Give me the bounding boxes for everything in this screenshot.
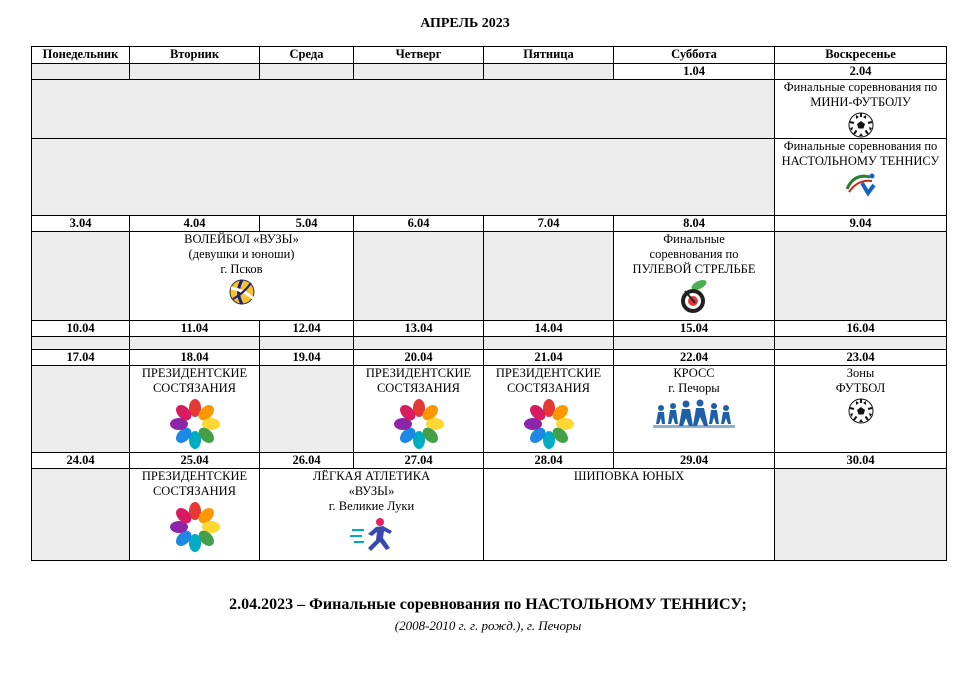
date-cell: 28.04 [484, 453, 614, 469]
empty-event-cell [32, 139, 775, 216]
weekday-mon: Понедельник [32, 47, 130, 64]
date-cell: 9.04 [775, 216, 947, 232]
event-text: ПРЕЗИДЕНТСКИЕ [141, 469, 248, 483]
week3-event-row [32, 337, 947, 350]
footer-subnote: (2008-2010 г. г. рожд.), г. Печоры [394, 618, 582, 633]
empty-date-cell [354, 64, 484, 80]
empty-date-cell [260, 64, 354, 80]
week2-event-row [32, 232, 947, 321]
date-cell: 5.04 [260, 216, 354, 232]
soccer-ball-icon [848, 112, 874, 138]
empty-date-cell [32, 64, 130, 80]
event-text: г. Печоры [668, 381, 720, 395]
date-cell: 25.04 [130, 453, 260, 469]
event-text: СОСТЯЗАНИЯ [152, 381, 237, 395]
event-cell-cross [614, 366, 775, 453]
running-crowd-icon [653, 398, 735, 430]
date-cell: 19.04 [260, 350, 354, 366]
empty-event-cell [32, 469, 130, 561]
event-cell-shooting [614, 232, 775, 321]
event-cell-volleyball [130, 232, 354, 321]
week5-dates-row [32, 453, 947, 469]
event-text: КРОСС [673, 366, 715, 380]
event-cell-presidential [354, 366, 484, 453]
empty-event-cell [354, 337, 484, 350]
week2-dates-row [32, 216, 947, 232]
date-cell: 27.04 [354, 453, 484, 469]
date-cell: 3.04 [32, 216, 130, 232]
week3-dates-row [32, 321, 947, 337]
date-cell: 30.04 [775, 453, 947, 469]
empty-date-cell [130, 64, 260, 80]
event-cell-minifootball [775, 80, 947, 139]
event-text: соревнования по [649, 247, 739, 261]
event-text: ПРЕЗИДЕНТСКИЕ [365, 366, 472, 380]
date-cell: 8.04 [614, 216, 775, 232]
weekday-tue: Вторник [130, 47, 260, 64]
event-cell-shipovka [484, 469, 775, 561]
date-cell: 16.04 [775, 321, 947, 337]
footer-note: 2.04.2023 – Финальные соревнования по НАСТОЛЬНОМУ ТЕННИСУ; [229, 596, 747, 613]
date-cell: 4.04 [130, 216, 260, 232]
date-cell: 29.04 [614, 453, 775, 469]
event-text: ВОЛЕЙБОЛ «ВУЗЫ» [184, 232, 299, 246]
empty-event-cell [32, 337, 130, 350]
date-cell: 17.04 [32, 350, 130, 366]
event-text: ФУТБОЛ [835, 381, 886, 395]
event-text: «ВУЗЫ» [348, 484, 395, 498]
week4-dates-row [32, 350, 947, 366]
empty-date-cell [484, 64, 614, 80]
presidential-games-logo-icon [169, 501, 221, 553]
empty-event-cell [775, 232, 947, 321]
event-text: Зоны [846, 366, 875, 380]
presidential-games-logo-icon [393, 398, 445, 450]
event-text: (девушки и юноши) [188, 247, 295, 261]
event-cell-presidential [484, 366, 614, 453]
date-cell: 14.04 [484, 321, 614, 337]
empty-event-cell [484, 232, 614, 321]
week4-event-row [32, 366, 947, 453]
volleyball-icon [229, 279, 255, 305]
event-text: ПРЕЗИДЕНТСКИЕ [141, 366, 248, 380]
page-title: АПРЕЛЬ 2023 [420, 16, 510, 31]
presidential-games-logo-icon [523, 398, 575, 450]
empty-event-cell [32, 232, 130, 321]
calendar-table [31, 46, 947, 561]
sprinter-icon [350, 516, 394, 554]
date-cell: 15.04 [614, 321, 775, 337]
date-cell: 6.04 [354, 216, 484, 232]
weekday-header-row [32, 47, 947, 64]
empty-event-cell [614, 337, 775, 350]
empty-event-cell [32, 366, 130, 453]
date-cell: 10.04 [32, 321, 130, 337]
empty-event-cell [260, 366, 354, 453]
date-cell: 21.04 [484, 350, 614, 366]
empty-event-cell [260, 337, 354, 350]
week1-dates-row [32, 64, 947, 80]
event-text: г. Великие Луки [328, 499, 415, 513]
week5-event-row [32, 469, 947, 561]
event-text: СОСТЯЗАНИЯ [376, 381, 461, 395]
empty-event-cell [484, 337, 614, 350]
event-text: Финальные [663, 232, 725, 246]
event-cell-zones [775, 366, 947, 453]
weekday-sun: Воскресенье [775, 47, 947, 64]
event-text: ПУЛЕВОЙ СТРЕЛЬБЕ [632, 262, 756, 276]
empty-event-cell [775, 469, 947, 561]
event-text: г. Псков [220, 262, 263, 276]
presidential-games-logo-icon [169, 398, 221, 450]
week1-event-row-2 [32, 139, 947, 216]
table-tennis-logo-icon [844, 171, 878, 197]
empty-event-cell [32, 80, 775, 139]
week1-event-row-1 [32, 80, 947, 139]
date-cell: 22.04 [614, 350, 775, 366]
event-text: Финальные соревнования по НАСТОЛЬНОМУ ТЕННИСУ [781, 139, 940, 168]
weekday-wed: Среда [260, 47, 354, 64]
event-cell-tabletennis [775, 139, 947, 216]
event-cell-presidential [130, 366, 260, 453]
empty-event-cell [775, 337, 947, 350]
event-text: СОСТЯЗАНИЯ [506, 381, 591, 395]
date-cell: 20.04 [354, 350, 484, 366]
date-cell: 12.04 [260, 321, 354, 337]
event-cell-athletics [260, 469, 484, 561]
event-text: ШИПОВКА ЮНЫХ [573, 469, 685, 483]
date-cell: 11.04 [130, 321, 260, 337]
date-cell: 24.04 [32, 453, 130, 469]
event-text: ПРЕЗИДЕНТСКИЕ [495, 366, 602, 380]
empty-event-cell [130, 337, 260, 350]
weekday-thu: Четверг [354, 47, 484, 64]
weekday-sat: Суббота [614, 47, 775, 64]
soccer-ball-icon [848, 398, 874, 424]
weekday-fri: Пятница [484, 47, 614, 64]
date-cell: 13.04 [354, 321, 484, 337]
event-text: СОСТЯЗАНИЯ [152, 484, 237, 498]
shooting-target-icon [679, 279, 709, 315]
date-cell: 23.04 [775, 350, 947, 366]
event-cell-presidential [130, 469, 260, 561]
empty-event-cell [354, 232, 484, 321]
event-text: Финальные соревнования по МИНИ-ФУТБОЛУ [783, 80, 938, 109]
date-cell: 7.04 [484, 216, 614, 232]
date-cell: 2.04 [775, 64, 947, 80]
date-cell: 1.04 [614, 64, 775, 80]
date-cell: 18.04 [130, 350, 260, 366]
event-text: ЛЁГКАЯ АТЛЕТИКА [312, 469, 431, 483]
date-cell: 26.04 [260, 453, 354, 469]
